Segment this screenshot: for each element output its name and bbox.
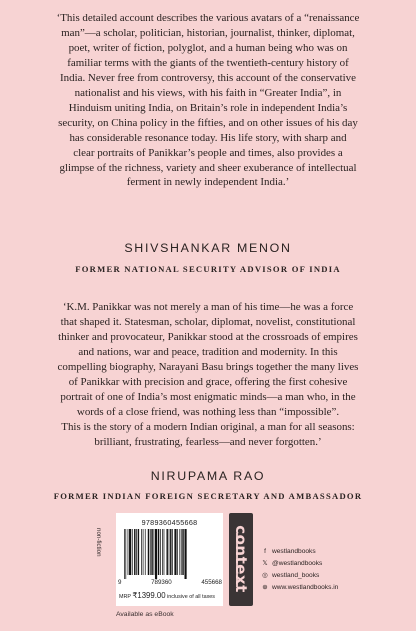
social-links	[261, 546, 338, 594]
price-line	[119, 591, 223, 600]
barcode-bar	[169, 529, 170, 575]
facebook-icon: f	[264, 547, 266, 555]
barcode-bar	[150, 529, 151, 575]
barcode-bars	[124, 529, 218, 579]
barcode-panel	[116, 513, 223, 606]
barcode-bar	[148, 529, 149, 575]
barcode-bar	[138, 529, 139, 575]
barcode-bar	[151, 529, 152, 575]
price-value: ₹1399.00	[132, 591, 166, 600]
ebook-note: Available as eBook	[116, 611, 174, 618]
instagram-icon: ◎	[262, 571, 268, 579]
blurb-quote-1: ‘This detailed account describes the various avatars of a “renaissance man”—a scholar, politician, historian, journalist, thinker, diplomat, poet, writer of fiction, polyglot, and a human being who was on familiar terms with the giants of the twentieth-century history of India. Never free from controversy, this account of the conservative nationalist and his views, with his faith in “Greater India”, in Hinduism uniting India, on Britain’s role in independent India’s security, on China policy in the fifties, and on other issues of his day has considerable resonance today. His life story, with sharp and clear portraits of Panikkar’s people and times, also provides a glimpse of the richness, variety and sheer exuberance of intellectual ferment in newly independent India.’	[56, 12, 360, 189]
tax-note: inclusive of all taxes	[167, 594, 215, 600]
barcode-bar	[145, 529, 146, 575]
social-row-website[interactable]	[261, 582, 338, 594]
barcode-bar	[162, 529, 163, 575]
barcode-bar	[143, 529, 144, 575]
social-label: westlandbooks	[272, 548, 316, 556]
barcode-bar	[170, 529, 171, 575]
barcode-bar	[129, 529, 131, 575]
barcode-bar	[155, 529, 157, 579]
publisher-logo-text: context	[232, 525, 250, 593]
barcode-bar	[125, 529, 126, 579]
barcode-bar	[124, 529, 125, 579]
barcode-bar	[132, 529, 133, 575]
isbn-digit-prefix: 9	[118, 579, 122, 586]
barcode-bar	[174, 529, 176, 575]
barcode-bar	[134, 529, 135, 575]
barcode-bar	[154, 529, 155, 575]
isbn-digit-group-2: 455668	[201, 579, 222, 586]
social-row-twitter[interactable]	[261, 558, 338, 570]
blurb-role-2: FORMER INDIAN FOREIGN SECRETARY AND AMBASSADOR	[53, 491, 363, 501]
social-label: @westlandbooks	[272, 560, 323, 568]
barcode-bar	[136, 529, 137, 575]
barcode-bar	[160, 529, 161, 575]
barcode-bar	[166, 529, 167, 575]
social-row-facebook[interactable]	[261, 546, 338, 558]
blurb-quote-2: ‘K.M. Panikkar was not merely a man of his time—he was a force that shaped it. Statesman, scholar, diplomat, novelist, constitutional thinker and provocateur, Panikkar stood at the crossroads of empires and nations, war and peace, tradition and modernity. In this compelling biography, Narayani Basu brings together the many lives of Panikkar with precision and grace, offering the first cohesive portrait of one of India’s most enigmatic minds—a man who, in the words of a close friend, was nothing less than “impossible”. This is the story of a modern Indian original, a man for all seasons: brilliant, frustrating, fearless—and never forgotten.’	[57, 301, 359, 448]
social-label: www.westlandbooks.in	[272, 584, 339, 592]
barcode-bar	[164, 529, 165, 575]
barcode-bar	[179, 529, 180, 575]
blurb-role-1: FORMER NATIONAL SECURITY ADVISOR OF INDIA	[75, 264, 341, 274]
isbn-number: 9789360455668	[141, 518, 198, 527]
barcode-bar	[184, 529, 186, 579]
blurb-author-1: SHIVSHANKAR MENON	[124, 241, 292, 255]
barcode-bar	[172, 529, 173, 575]
barcode-bar	[128, 529, 129, 575]
blurb-author-2: NIRUPAMA RAO	[150, 469, 266, 483]
isbn-digits	[118, 579, 222, 586]
publisher-logo	[229, 513, 253, 606]
twitter-icon: 𝕏	[262, 559, 268, 567]
social-label: westland_books	[272, 572, 320, 580]
barcode-bar	[177, 529, 178, 575]
barcode-bar	[181, 529, 182, 575]
barcode-bar	[141, 529, 142, 575]
barcode-bar	[158, 529, 159, 575]
social-row-instagram[interactable]	[261, 570, 338, 582]
web-icon: ⊕	[262, 583, 268, 591]
barcode-bar	[182, 529, 183, 575]
isbn-digit-group-1: 789360	[151, 579, 172, 586]
category-label: non-fiction	[95, 528, 102, 557]
mrp-label: MRP	[119, 594, 131, 600]
